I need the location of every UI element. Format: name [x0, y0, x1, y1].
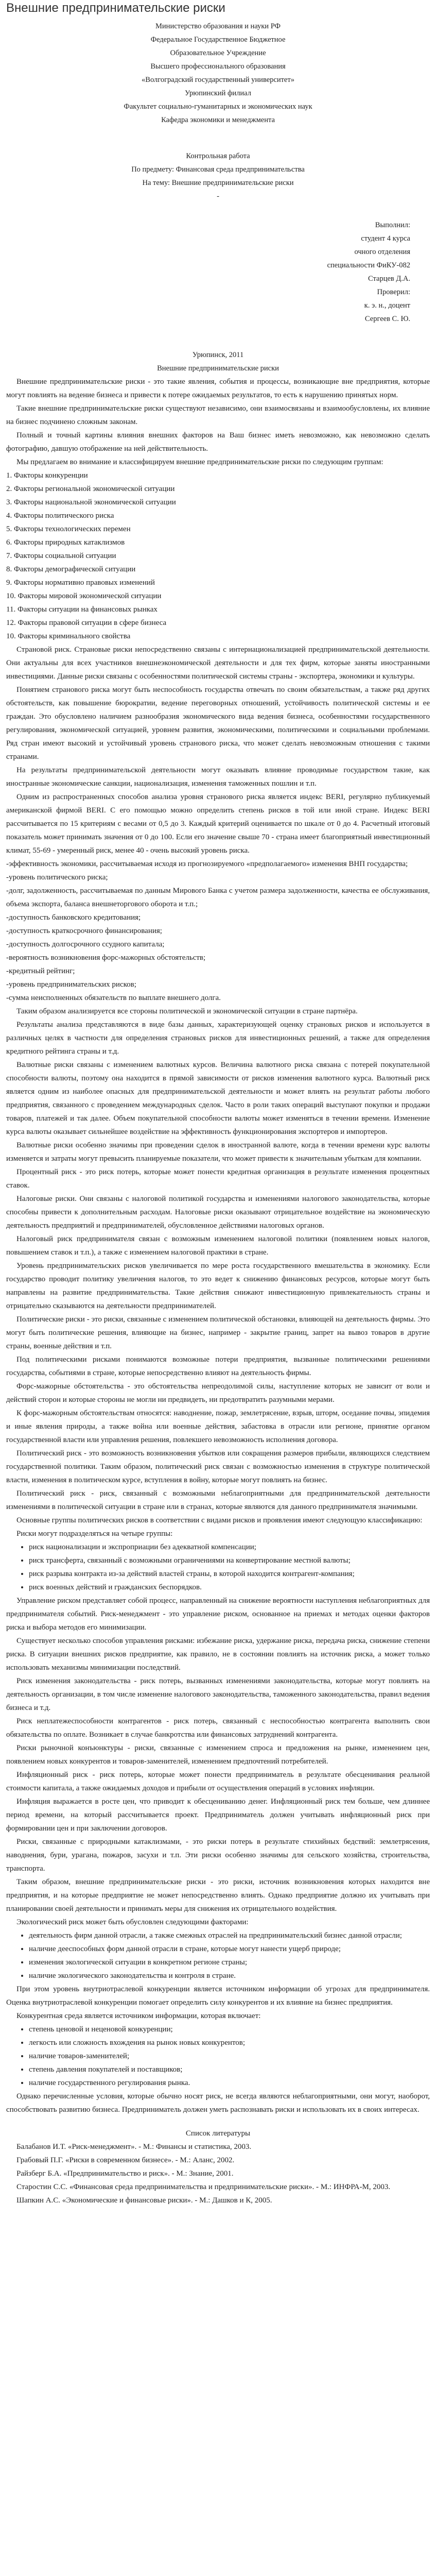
performer-line: Сергеев С. Ю. — [364, 315, 410, 323]
list-item: 4. Факторы политического риска — [6, 512, 114, 520]
paragraph: -сумма неисполненных обязательств по выплате внешнего долга. — [6, 994, 221, 1002]
paragraph: -доступность краткосрочного финансирования; — [6, 927, 162, 935]
subject-title: Внешние предпринимательские риски — [157, 364, 279, 372]
paragraph: Результаты анализа представляются в виде базы данных, характеризующей оценку страновых рисков и используется в различных целях в частности для определения страновых рисков для инвестиционных решений, а также для определения кредитного рейтинга страны и т.д. — [6, 1021, 430, 1056]
paragraph: Понятием странового риска могут быть неспособность государства отвечать по своим обязательствам, а также ряд других обстоятельств, как повышение бюрократии, ведение переговорных отношений, устойчивость политической системы и ее граждан. Это обусловлено наличием разнообразия экономического вида ведения бизнеса, особенностями государственного регулирования, экономической ситуацией, уровнем развития, экономическими, политическими и социальными проблемами. Ряд стран имеют высокий и устойчивый уровень странового риска, что может сделать невозможным отношения с такими странами. — [6, 686, 430, 761]
paragraph: Страновой риск. Страновые риски непосредственно связаны с интернационализацией предпринимательской деятельности. Они актуальны для всех участников внешнеэкономической деятельности и для тех фирм, которые заняты иностранными инвестициями. Данные риски связаны с особенностями политической системы страны - экспортера, экономики и культуры. — [6, 646, 430, 681]
list-item: 9. Факторы нормативно правовых изменений — [6, 579, 155, 587]
work-subject: По предмету: Финансовая среда предпринимательства — [131, 165, 305, 174]
list-item: • степень ценовой и неценовой конкуренции; — [29, 2023, 430, 2036]
paragraph: Конкурентная среда является источником информации, которая включает: — [16, 2012, 261, 2020]
list-item: • степень давления покупателей и поставщиков; — [29, 2063, 430, 2076]
body-section-b — [6, 1005, 430, 1380]
body-section-e — [6, 1982, 430, 2023]
ecology-risk-list — [6, 1929, 430, 1982]
body-section-d — [6, 1594, 430, 1916]
paragraph: Валютные риски особенно значимы при проведении сделок в иностранной валюте, когда в течении времени курс валюты изменяется и затраты могут превысить планируемые показатели, что может привести к значительным убыткам для компании. — [6, 1141, 430, 1163]
paragraph: Валютные риски связаны с изменением валютных курсов. Величина валютного риска связана с потерей покупательной способности валюты, поэтому она находится в прямой зависимости от рисков изменения валютного курса. Валютный риск является одним из наиболее опасных для предпринимательской деятельности и может влиять на результат работы любого предприятия, связанного с проведением международных сделок. Часто в роли таких операций выступают покупки и продажи товаров, платежей и так далее. Объем покупательной способности валюты может изменяться в течении времени. Изменение курса валюты оказывает сильнейшее воздействие на эффективность функционирования экспортеров и импортеров. — [6, 1061, 430, 1136]
risk-groups-list — [6, 469, 430, 643]
references-heading: Список литературы — [185, 2129, 251, 2138]
city-year: Урюпинск, 2011 — [192, 351, 244, 359]
list-intro: Экологический риск может быть обусловлен следующими факторами: — [16, 1918, 249, 1926]
work-topic: На тему: Внешние предпринимательские риски — [142, 179, 294, 187]
paragraph: При этом уровень внутриотраслевой конкуренции является источником информации об угрозах для предпринимателя. Оценка внутриотраслевой конкуренции помогает определить силу конкурентов и их влияние на бизнес предприятия. — [6, 1985, 430, 2007]
list-item: • наличие экологического законодательства и контроля в стране. — [29, 1969, 430, 1982]
paragraph: Под политическими рисками понимаются возможные потери предприятия, вызванные политическими решениями государства, событиями в стране, которые непосредственно влияют на деятельность фирмы. — [6, 1355, 430, 1377]
paragraph: Однако перечисленные условия, которые обычно носят риск, не всегда являются неблагоприятными, они могут, наоборот, способствовать развитию бизнеса. Предприниматель должен уметь распознавать риски и использовать их в своих интересах. — [6, 2092, 430, 2114]
list-item: 5. Факторы технологических перемен — [6, 525, 131, 533]
reference-item: Балабанов И.Т. «Риск-менеджмент». - М.: Финансы и статистика, 2003. — [16, 2143, 252, 2151]
paragraph: -доступность долгосрочного ссудного капитала; — [6, 940, 165, 948]
performer-line: специальности ФиКУ-082 — [327, 261, 410, 269]
paragraph: Риски, связанные с природными катаклизмами, - это риски потерь в результате стихийных бедствий: землетрясения, наводнения, бури, урагана, пожаров, засухи и т.п. Эти риски особенно значимы для сельского хозяйства, строительства, транспорта. — [6, 1838, 430, 1873]
body-section-c — [6, 1380, 430, 1527]
performer-line: очного отделения — [354, 248, 410, 256]
paragraph: Управление риском представляет собой процесс, направленный на снижение вероятности наступления неблагоприятных для предпринимателя событий. Риск-менеджмент - это управление риском, основанное на приемах и методах оценки факторов риска и выбора методов его минимизации. — [6, 1597, 430, 1632]
paragraph: На результаты предпринимательской деятельности могут оказывать влияние проводимые государством такие, как иностранные экономические санкции, национализация, изменения таможенных пошлин и т.п. — [6, 766, 430, 788]
performer-line: к. э. н., доцент — [364, 301, 410, 310]
cover-performer-block — [6, 218, 430, 326]
performer-line: студент 4 курса — [361, 234, 410, 243]
reference-item: Старостин С.С. «Финансовая среда предпринимательства и предпринимательские риски». - М.: ИНФРА-М, 2003. — [16, 2183, 391, 2191]
paragraph: Процентный риск - это риск потерь, которые может понести кредитная организация в результате изменения процентных ставок. — [6, 1168, 430, 1190]
list-item: 1. Факторы конкуренции — [6, 471, 88, 480]
cover-header-line: Кафедра экономики и менеджмента — [161, 116, 275, 124]
list-item: 3. Факторы национальной экономической ситуации — [6, 498, 176, 506]
paragraph: Риск изменения законодательства - риск потерь, вызванных изменениями законодательства, которые могут повлиять на деятельность организации, в том числе изменение налогового законодательства, таможенного законодательства, правил ведения бизнеса и т.д. — [6, 1677, 430, 1712]
list-item: • изменения экологической ситуации в конкретном регионе страны; — [29, 1956, 430, 1969]
paragraph: Риск неплатежеспособности контрагентов - риск потерь, связанный с неспособностью контрагента выполнить свои обязательства по оплате. Возникает в случае банкротства или финансовых затруднений контрагента. — [6, 1717, 430, 1739]
paragraph: Налоговые риски. Они связаны с налоговой политикой государства и изменениями налогового законодательства, которые способны привести к дополнительным расходам. Налоговые риски оказывают отрицательное воздействие на экономическую деятельность предприятий и предпринимателей, обусловленное действиями налоговых органов. — [6, 1195, 430, 1230]
paragraph: Мы предлагаем во внимание и классифицируем внешние предпринимательские риски по следующим группам: — [16, 458, 383, 466]
paragraph: -эффективность экономики, рассчитываемая исходя из прогнозируемого «предполагаемого» изменения ВНП государства; — [6, 860, 408, 868]
list-item: 10. Факторы мировой экономической ситуации — [6, 592, 162, 600]
list-item: 7. Факторы социальной ситуации — [6, 552, 116, 560]
paragraph: -долг, задолженность, рассчитываемая по данным Мирового Банка с учетом размера задолженности, качества ее обслуживания, объема экспорта, баланса внешнеторгового оборота и т.п.; — [6, 887, 430, 908]
list-item: 8. Факторы демографической ситуации — [6, 565, 136, 573]
paragraph: -кредитный рейтинг; — [6, 967, 75, 975]
cover-header — [6, 20, 430, 127]
list-item: 12. Факторы правовой ситуации в сфере бизнеса — [6, 619, 167, 627]
cover-header-line: Федеральное Государственное Бюджетное — [150, 36, 286, 44]
list-item: • риск национализации и экспроприации без адекватной компенсации; — [29, 1540, 430, 1554]
page-title: Внешние предпринимательские риски — [6, 1, 225, 15]
reference-item: Шапкин А.С. «Экономические и финансовые риски». - М.: Дашков и К, 2005. — [16, 2196, 272, 2205]
paragraph: Политические риски - это риски, связанные с изменением политической обстановки, влияющей на деятельность фирмы. Это могут быть политические решения, влияющие на бизнес, например - закрытие границ, запрет на вывоз товаров в другие страны, военные действия и т.п. — [6, 1315, 430, 1350]
paragraph: Уровень предпринимательских рисков увеличивается по мере роста государственного вмешательства в экономику. Если государство проводит политику увеличения налогов, то это ведет к снижению финансовых ресурсов, которые могут быть направлены на развитие предпринимательства. Такие действия снижают инвестиционную привлекательность страны и отрицательно сказываются на деятельности предпринимателей. — [6, 1262, 430, 1310]
paragraph: Политический риск - риск, связанный с возможными неблагоприятными для предпринимательской деятельности изменениями в политической ситуации в стране или в странах, которые являются для данного предпринимателя значимыми. — [6, 1489, 430, 1511]
list-item: • риск трансферта, связанный с возможными ограничениями на конвертирование местной валюты; — [29, 1554, 430, 1567]
paragraph: Полный и точный картины влияния внешних факторов на Ваш бизнес иметь невозможно, как невозможно сделать фотографию, давшую отображение на ней действительность. — [6, 431, 430, 453]
list-item: • наличие товаров-заменителей; — [29, 2049, 430, 2063]
performer-line: Выполнил: — [375, 221, 410, 229]
work-dash: - — [217, 192, 219, 200]
paragraph: Риски рыночной конъюнктуры - риски, связанные с изменением спроса и предложения на рынке, изменением цен, появлением новых конкурентов и товаров-заменителей, изменением предпочтений потребителей. — [6, 1744, 430, 1766]
competition-list — [6, 2023, 430, 2090]
paragraph: -уровень предпринимательских рисков; — [6, 980, 136, 989]
cover-header-line: Высшего профессионального образования — [150, 62, 286, 71]
paragraph: Инфляция выражается в росте цен, что приводит к обесцениванию денег. Инфляционный риск тем больше, чем длиннее период времени, на который рассчитывается проект. Предприниматель должен учитывать инфляционный риск при формировании цен и при заключении договоров. — [6, 1798, 430, 1833]
cover-header-line: «Волгоградский государственный университет» — [142, 76, 294, 84]
reference-item: Райзберг Б.А. «Предпринимательство и риск». - М.: Знание, 2001. — [16, 2170, 234, 2178]
list-item: • наличие дееспособных форм данной отрасли в стране, которые могут нанести ущерб природе; — [29, 1942, 430, 1956]
body-section-f — [6, 2090, 430, 2116]
paragraph: Одним из распространенных способов анализа уровня странового риска является индекс BERI, регулярно публикуемый американской фирмой BERI. С его помощью можно определить степень рисков в той или иной стране. Индекс BERI рассчитывается по 15 критериям с весами от 0,5 до 3. Каждый критерий оценивается по шкале от 0 до 4. Расчетный итоговый показатель может принимать значения от 0 до 100. Если его значение свыше 70 - страна имеет благоприятный инвестиционный климат, 55-69 - умеренный риск, менее 40 - очень высокий уровень риска. — [6, 793, 430, 855]
paragraph: Налоговый риск предпринимателя связан с возможным изменением налоговой политики (появлением новых налогов, повышением ставок и т.п.), а также с изменением налоговой практики в стране. — [6, 1235, 430, 1257]
paragraph: Таким образом анализируется все стороны политической и экономической ситуации в стране партнёра. — [16, 1007, 358, 1015]
list-item: • наличие государственного регулирования рынка. — [29, 2076, 430, 2090]
list-item: 11. Факторы ситуации на финансовых рынках — [6, 605, 158, 614]
paragraph: -уровень политического риска; — [6, 873, 108, 882]
body-section-a — [6, 643, 430, 1005]
paragraph: К форс-мажорным обстоятельствам относятся: наводнение, пожар, землетрясение, взрыв, шторм, оседание почвы, эпидемия и иные явления природы, а также война или военные действия, забастовка в отрасли или регионе, принятие органом государственной власти или управления решения, повлекшего невозможность исполнения договора. — [6, 1409, 430, 1444]
list-item: • риск военных действий и гражданских беспорядков. — [29, 1581, 430, 1594]
cover-header-line: Факультет социально-гуманитарных и экономических наук — [124, 103, 312, 111]
list-item: • деятельность фирм данной отрасли, а также смежных отраслей на предпринимательский бизнес данной отрасли; — [29, 1929, 430, 1942]
paragraph: Таким образом, внешние предпринимательские риски - это риски, источник возникновения которых находится вне предприятия, и на которые предприятие не может непосредственно влиять. Однако предприятие должно их учитывать при планировании своей деятельности и принимать меры для снижения их отрицательного воздействия. — [6, 1878, 430, 1913]
references-list — [6, 2140, 430, 2207]
paragraph: -доступность банковского кредитования; — [6, 913, 141, 922]
paragraph: Основные группы политических рисков в соответствии с видами рисков и проявления имеют следующую классификацию: — [16, 1516, 423, 1524]
performer-line: Проверил: — [377, 288, 410, 296]
intro-section — [6, 375, 430, 469]
paragraph: Такие внешние предпринимательские риски существуют независимо, они взаимосвязаны и взаимообусловлены, их влияние на бизнес подчинено сложным законам. — [6, 404, 430, 426]
list-item: 6. Факторы природных катаклизмов — [6, 538, 125, 547]
paragraph: -вероятность возникновения форс-мажорных обстоятельств; — [6, 954, 206, 962]
list-item: 2. Факторы региональной экономической ситуации — [6, 485, 175, 493]
cover-header-line: Урюпинский филиал — [185, 89, 251, 97]
list-item: • легкость или сложность вхождения на рынок новых конкурентов; — [29, 2036, 430, 2049]
paragraph: Существует несколько способов управления рисками: избежание риска, удержание риска, передача риска, снижение степени риска. В ситуации внешних рисков предприятие, как правило, не в состоянии повлиять на источник риска, а может только использовать механизмы минимизации последствий. — [6, 1637, 430, 1672]
political-risk-list — [6, 1540, 430, 1594]
list-item: 10. Факторы криминального свойства — [6, 632, 131, 640]
work-type: Контрольная работа — [186, 152, 250, 160]
paragraph: Внешние предпринимательские риски - это такие явления, события и процессы, возникающие вне предприятия, которые могут повлиять на ведение бизнеса и привести к потере ожидаемых результатов, то есть к нарушению принятых норм. — [6, 378, 430, 399]
paragraph: Политический риск - это возможность возникновения убытков или сокращения размеров прибыли, являющихся следствием государственной политики. Таким образом, политический риск связан с возможностью изменения в структуре политической власти, изменения в политическом курсе, вступления в войну, которые могут повлиять на бизнес. — [6, 1449, 430, 1484]
list-item: • риск разрыва контракта из-за действий властей страны, в которой находится контрагент-компания; — [29, 1567, 430, 1581]
performer-line: Старцев Д.А. — [368, 275, 410, 283]
list-intro: Риски могут подразделяться на четыре группы: — [16, 1530, 173, 1538]
reference-item: Грабовый П.Г. «Риски в современном бизнесе». - М.: Аланс, 2002. — [16, 2156, 235, 2164]
paragraph: Форс-мажорные обстоятельства - это обстоятельства непреодолимой силы, наступление которых не зависит от воли и действий сторон и которые стороны не могли ни предвидеть, ни предотвратить разумными мерами. — [6, 1382, 430, 1404]
cover-header-line: Министерство образования и науки РФ — [155, 22, 281, 30]
paragraph: Инфляционный риск - риск потерь, которые может понести предприниматель в результате обесценивания реальной стоимости капитала, а также ожидаемых доходов и прибыли от осуществления операций в условиях инфляции. — [6, 1771, 430, 1792]
cover-work-info — [6, 149, 430, 203]
cover-header-line: Образовательное Учреждение — [170, 49, 266, 57]
